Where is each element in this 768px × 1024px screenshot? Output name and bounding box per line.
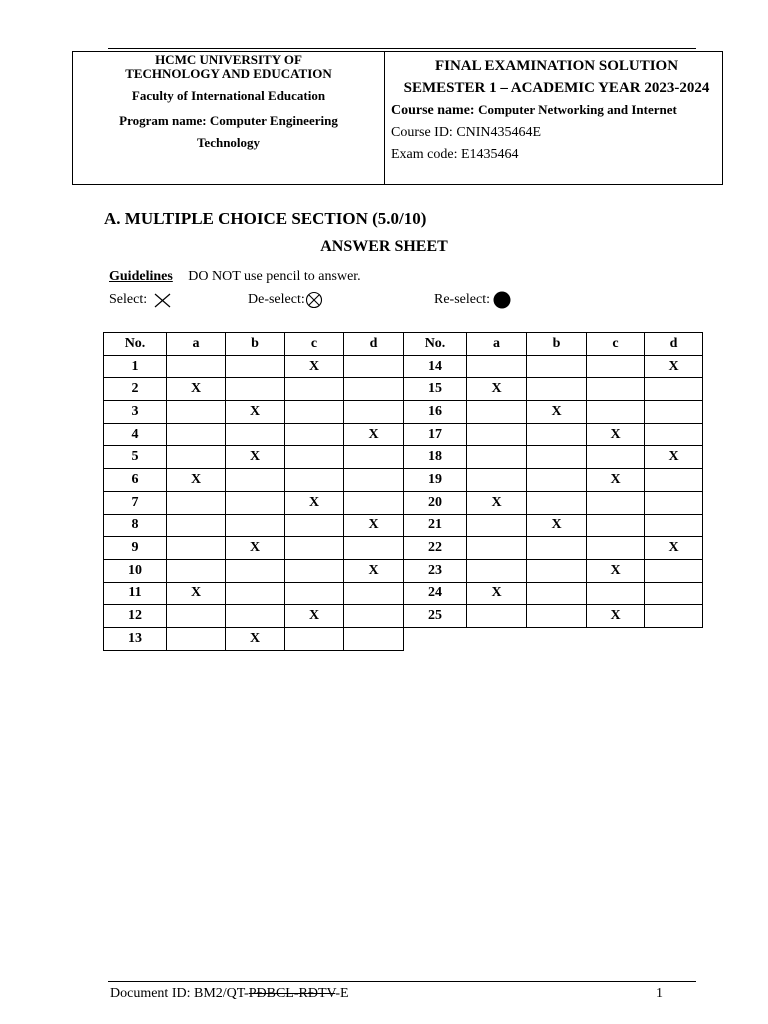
question-number: 3 bbox=[104, 401, 167, 424]
column-header-no: No. bbox=[104, 333, 167, 356]
question-number: 14 bbox=[404, 355, 467, 378]
answer-cell-d bbox=[645, 378, 703, 401]
question-number: 18 bbox=[404, 446, 467, 469]
exam-title: FINAL EXAMINATION SOLUTION bbox=[434, 58, 679, 74]
question-number: 17 bbox=[404, 423, 467, 446]
table-row bbox=[404, 355, 703, 378]
table-row bbox=[104, 627, 404, 650]
answer-cell-d bbox=[645, 514, 703, 537]
answer-table-right bbox=[403, 332, 703, 628]
select-cross-icon bbox=[151, 291, 173, 309]
answer-cell-d: X bbox=[645, 446, 703, 469]
answer-cell-c bbox=[285, 627, 344, 650]
answer-cell-d bbox=[344, 355, 404, 378]
answer-cell-b bbox=[527, 491, 587, 514]
question-number: 11 bbox=[104, 582, 167, 605]
exam-code: Exam code: E1435464 bbox=[391, 147, 519, 162]
answer-cell-d: X bbox=[645, 537, 703, 560]
table-row bbox=[104, 469, 404, 492]
page-number: 1 bbox=[656, 986, 663, 1001]
course-name-line bbox=[391, 99, 722, 122]
answer-cell-a bbox=[467, 446, 527, 469]
answer-cell-d: X bbox=[344, 423, 404, 446]
question-number: 1 bbox=[104, 355, 167, 378]
answer-cell-a: X bbox=[167, 582, 226, 605]
answer-cell-a bbox=[167, 491, 226, 514]
answer-cell-b: X bbox=[226, 401, 285, 424]
question-number: 21 bbox=[404, 514, 467, 537]
answer-cell-b bbox=[527, 582, 587, 605]
answer-cell-c bbox=[285, 423, 344, 446]
document-id bbox=[110, 986, 349, 1002]
answer-cell-a bbox=[167, 627, 226, 650]
answer-cell-a bbox=[167, 559, 226, 582]
course-name-label: Course name: bbox=[391, 103, 475, 118]
answer-cell-a bbox=[467, 559, 527, 582]
answer-cell-d bbox=[344, 401, 404, 424]
table-header-row bbox=[404, 333, 703, 356]
answer-cell-d bbox=[344, 605, 404, 628]
column-header-b: b bbox=[527, 333, 587, 356]
reselect-legend bbox=[434, 291, 513, 309]
answer-cell-c: X bbox=[587, 423, 645, 446]
table-row bbox=[104, 491, 404, 514]
answer-cell-d bbox=[645, 491, 703, 514]
answer-cell-b bbox=[226, 582, 285, 605]
table-row bbox=[404, 469, 703, 492]
answer-cell-d: X bbox=[645, 355, 703, 378]
answer-cell-c bbox=[587, 378, 645, 401]
question-number: 4 bbox=[104, 423, 167, 446]
answer-cell-a bbox=[467, 401, 527, 424]
column-header-a: a bbox=[167, 333, 226, 356]
answer-cell-d bbox=[645, 582, 703, 605]
answer-cell-d bbox=[344, 446, 404, 469]
answer-cell-b bbox=[527, 378, 587, 401]
question-number: 10 bbox=[104, 559, 167, 582]
answer-cell-b: X bbox=[226, 627, 285, 650]
table-row bbox=[404, 514, 703, 537]
answer-cell-a: X bbox=[167, 469, 226, 492]
answer-cell-a bbox=[467, 514, 527, 537]
answer-cell-c bbox=[587, 514, 645, 537]
answer-cell-c: X bbox=[587, 469, 645, 492]
answer-cell-c: X bbox=[587, 559, 645, 582]
semester-title: SEMESTER 1 – ACADEMIC YEAR 2023-2024 bbox=[403, 80, 710, 96]
document-id-prefix: Document ID: BM2/QT- bbox=[110, 986, 249, 1001]
answer-cell-a bbox=[467, 469, 527, 492]
answer-cell-b bbox=[226, 605, 285, 628]
answer-cell-a bbox=[167, 423, 226, 446]
answer-cell-c: X bbox=[587, 605, 645, 628]
answer-cell-b bbox=[226, 514, 285, 537]
table-row bbox=[104, 355, 404, 378]
answer-cell-c bbox=[285, 446, 344, 469]
deselect-circled-cross-icon bbox=[305, 291, 325, 309]
answer-cell-c bbox=[587, 446, 645, 469]
answer-cell-a bbox=[167, 401, 226, 424]
answer-cell-d bbox=[645, 423, 703, 446]
answer-cell-a bbox=[167, 446, 226, 469]
column-header-no: No. bbox=[404, 333, 467, 356]
institution-block bbox=[73, 52, 385, 184]
answer-cell-a: X bbox=[467, 582, 527, 605]
document-id-struck: PĐBCL-RĐTV bbox=[248, 986, 336, 1001]
answer-cell-b bbox=[527, 469, 587, 492]
answer-cell-b: X bbox=[527, 401, 587, 424]
answer-cell-a bbox=[167, 537, 226, 560]
question-number: 6 bbox=[104, 469, 167, 492]
answer-cell-b bbox=[226, 559, 285, 582]
answer-cell-b: X bbox=[226, 446, 285, 469]
answer-cell-d bbox=[344, 582, 404, 605]
university-line2: TECHNOLOGY AND EDUCATION bbox=[125, 66, 332, 81]
answer-cell-a bbox=[467, 537, 527, 560]
table-row bbox=[404, 605, 703, 628]
answer-cell-a bbox=[167, 355, 226, 378]
table-row bbox=[104, 582, 404, 605]
table-row bbox=[404, 537, 703, 560]
answer-cell-b: X bbox=[527, 514, 587, 537]
guidelines-label: Guidelines bbox=[109, 269, 173, 284]
answer-cell-c bbox=[285, 401, 344, 424]
answer-cell-a bbox=[167, 605, 226, 628]
faculty-name: Faculty of International Education bbox=[131, 88, 326, 103]
program-line1: Program name: Computer Engineering bbox=[119, 113, 338, 128]
answer-cell-a bbox=[467, 605, 527, 628]
question-number: 25 bbox=[404, 605, 467, 628]
table-row bbox=[104, 423, 404, 446]
answer-cell-b bbox=[527, 537, 587, 560]
table-row bbox=[104, 537, 404, 560]
column-header-c: c bbox=[285, 333, 344, 356]
answer-cell-b bbox=[226, 491, 285, 514]
answer-cell-c: X bbox=[285, 605, 344, 628]
column-header-b: b bbox=[226, 333, 285, 356]
answer-cell-d: X bbox=[344, 559, 404, 582]
answer-cell-c bbox=[587, 491, 645, 514]
table-row bbox=[404, 491, 703, 514]
reselect-filled-dot-icon bbox=[493, 291, 513, 309]
table-row bbox=[404, 446, 703, 469]
question-number: 12 bbox=[104, 605, 167, 628]
question-number: 20 bbox=[404, 491, 467, 514]
answer-cell-c bbox=[285, 582, 344, 605]
top-rule bbox=[108, 48, 696, 49]
answer-cell-d bbox=[344, 537, 404, 560]
answer-cell-c bbox=[587, 582, 645, 605]
question-number: 7 bbox=[104, 491, 167, 514]
select-label: Select: bbox=[109, 292, 148, 308]
answer-cell-b bbox=[527, 355, 587, 378]
question-number: 16 bbox=[404, 401, 467, 424]
answer-cell-d bbox=[344, 378, 404, 401]
answer-cell-c bbox=[587, 355, 645, 378]
deselect-legend bbox=[248, 291, 325, 309]
answer-cell-b bbox=[527, 605, 587, 628]
column-header-d: d bbox=[645, 333, 703, 356]
table-row bbox=[104, 559, 404, 582]
answer-cell-c bbox=[285, 514, 344, 537]
answer-cell-c bbox=[587, 537, 645, 560]
table-header-row bbox=[104, 333, 404, 356]
answer-cell-d bbox=[344, 491, 404, 514]
answer-cell-b bbox=[226, 378, 285, 401]
table-row bbox=[104, 378, 404, 401]
guidelines-text: DO NOT use pencil to answer. bbox=[188, 269, 361, 284]
question-number: 5 bbox=[104, 446, 167, 469]
column-header-c: c bbox=[587, 333, 645, 356]
question-number: 22 bbox=[404, 537, 467, 560]
table-row bbox=[104, 514, 404, 537]
university-line1: HCMC UNIVERSITY OF bbox=[155, 52, 302, 67]
answer-cell-c: X bbox=[285, 355, 344, 378]
table-row bbox=[404, 378, 703, 401]
select-legend bbox=[109, 291, 173, 309]
answer-cell-b bbox=[527, 446, 587, 469]
question-number: 24 bbox=[404, 582, 467, 605]
table-row bbox=[404, 582, 703, 605]
answer-cell-d bbox=[645, 401, 703, 424]
question-number: 23 bbox=[404, 559, 467, 582]
question-number: 8 bbox=[104, 514, 167, 537]
answer-cell-d bbox=[645, 469, 703, 492]
answer-cell-d bbox=[645, 605, 703, 628]
answer-cell-b bbox=[527, 559, 587, 582]
column-header-a: a bbox=[467, 333, 527, 356]
column-header-d: d bbox=[344, 333, 404, 356]
answer-cell-a bbox=[467, 423, 527, 446]
answer-cell-b bbox=[226, 423, 285, 446]
answer-cell-b bbox=[226, 469, 285, 492]
answer-cell-a bbox=[167, 514, 226, 537]
course-name-value: Computer Networking and Internet bbox=[478, 102, 677, 117]
header-box bbox=[72, 51, 723, 185]
answer-cell-b bbox=[527, 423, 587, 446]
answer-cell-d: X bbox=[344, 514, 404, 537]
answer-cell-a: X bbox=[467, 378, 527, 401]
answer-cell-a bbox=[467, 355, 527, 378]
question-number: 19 bbox=[404, 469, 467, 492]
table-row bbox=[404, 401, 703, 424]
answer-cell-b: X bbox=[226, 537, 285, 560]
deselect-label: De-select: bbox=[248, 292, 305, 308]
table-row bbox=[404, 423, 703, 446]
question-number: 9 bbox=[104, 537, 167, 560]
table-row bbox=[104, 605, 404, 628]
question-number: 13 bbox=[104, 627, 167, 650]
answer-sheet-title: ANSWER SHEET bbox=[320, 238, 448, 255]
answer-cell-c bbox=[285, 469, 344, 492]
footer-rule bbox=[108, 981, 696, 982]
guidelines bbox=[109, 269, 361, 285]
answer-cell-d bbox=[645, 559, 703, 582]
answer-cell-a: X bbox=[167, 378, 226, 401]
answer-cell-d bbox=[344, 627, 404, 650]
answer-cell-c: X bbox=[285, 491, 344, 514]
document-id-suffix: -E bbox=[335, 986, 349, 1001]
answer-cell-d bbox=[344, 469, 404, 492]
program-line2: Technology bbox=[196, 135, 261, 150]
answer-cell-c bbox=[285, 559, 344, 582]
answer-cell-c bbox=[285, 378, 344, 401]
answer-table-left bbox=[103, 332, 404, 651]
reselect-label: Re-select: bbox=[434, 292, 490, 308]
question-number: 15 bbox=[404, 378, 467, 401]
course-id: Course ID: CNIN435464E bbox=[391, 125, 542, 140]
answer-cell-c bbox=[285, 537, 344, 560]
table-row bbox=[104, 446, 404, 469]
answer-cell-c bbox=[587, 401, 645, 424]
table-row bbox=[104, 401, 404, 424]
section-title: A. MULTIPLE CHOICE SECTION (5.0/10) bbox=[104, 209, 427, 228]
answer-cell-b bbox=[226, 355, 285, 378]
answer-cell-a: X bbox=[467, 491, 527, 514]
exam-info-block bbox=[385, 52, 722, 184]
question-number: 2 bbox=[104, 378, 167, 401]
table-row bbox=[404, 559, 703, 582]
